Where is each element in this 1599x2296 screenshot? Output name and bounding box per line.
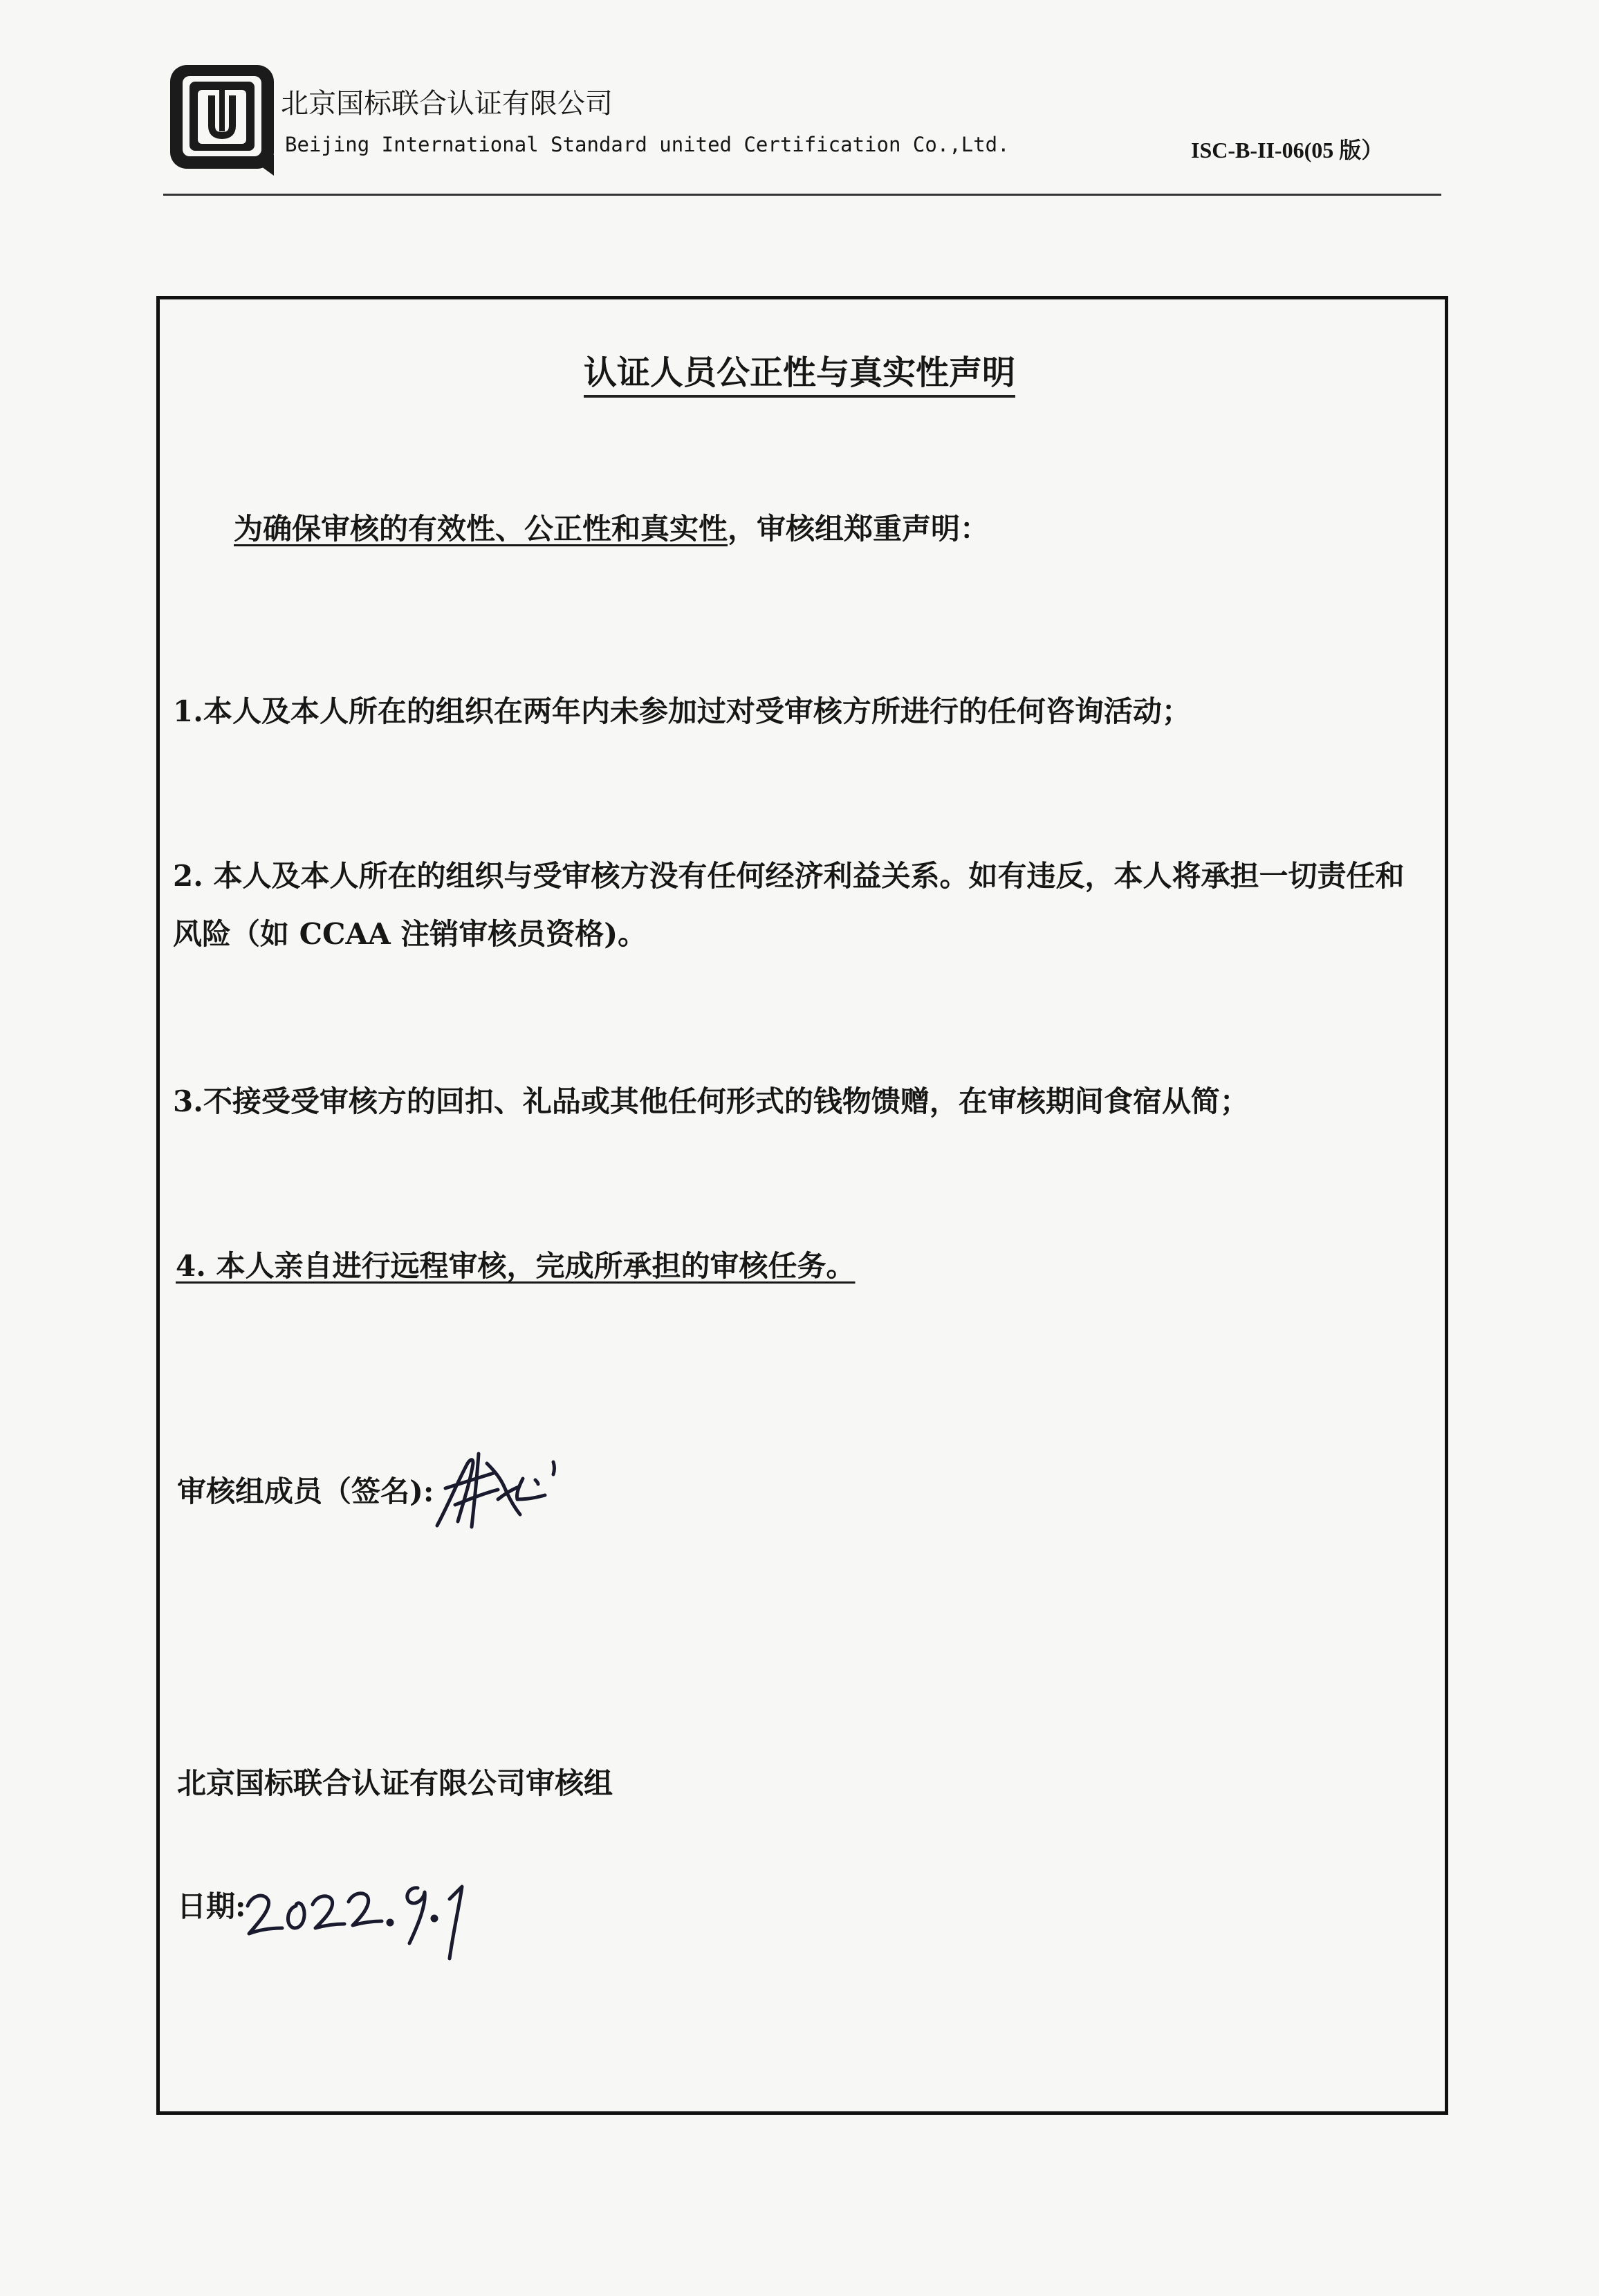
declaration-item-4: 4. 本人亲自进行远程审核，完成所承担的审核任务。	[176, 1249, 856, 1283]
handwritten-signature	[427, 1438, 573, 1535]
header-divider	[163, 194, 1441, 196]
intro-statement	[234, 506, 989, 548]
date-label: 日期:	[177, 1889, 246, 1923]
company-name-en: Beijing International Standard united Certification Co.,Ltd.	[285, 133, 1010, 156]
company-name-cn: 北京国标联合认证有限公司	[281, 88, 613, 120]
document-code: ISC-B-II-06(05 版）	[1191, 138, 1384, 163]
signature-label: 审核组成员（签名):	[177, 1474, 434, 1508]
handwritten-date	[243, 1860, 472, 1964]
document-title-text: 认证人员公正性与真实性声明	[584, 353, 1015, 398]
declaration-item-2-line-2: 风险（如 CCAA 注销审核员资格)。	[173, 917, 647, 951]
declaration-item-2-line-1: 2. 本人及本人所在的组织与受审核方没有任何经济利益关系。如有违反，本人将承担一切责任和	[173, 859, 1405, 893]
audit-team-name: 北京国标联合认证有限公司审核组	[177, 1766, 613, 1800]
declaration-item-3: 3.不接受受审核方的回扣、礼品或其他任何形式的钱物馈赠，在审核期间食宿从简；	[173, 1084, 1249, 1118]
declaration-item-1: 1.本人及本人所在的组织在两年内未参加过对受审核方所进行的任何咨询活动；	[173, 694, 1191, 728]
document-title	[0, 346, 1599, 394]
intro-underlined-text: 为确保审核的有效性、公正性和真实性	[234, 512, 728, 546]
company-logo	[166, 61, 282, 177]
declaration-frame	[156, 296, 1448, 2115]
intro-rest-text: ，审核组郑重声明：	[728, 512, 990, 546]
